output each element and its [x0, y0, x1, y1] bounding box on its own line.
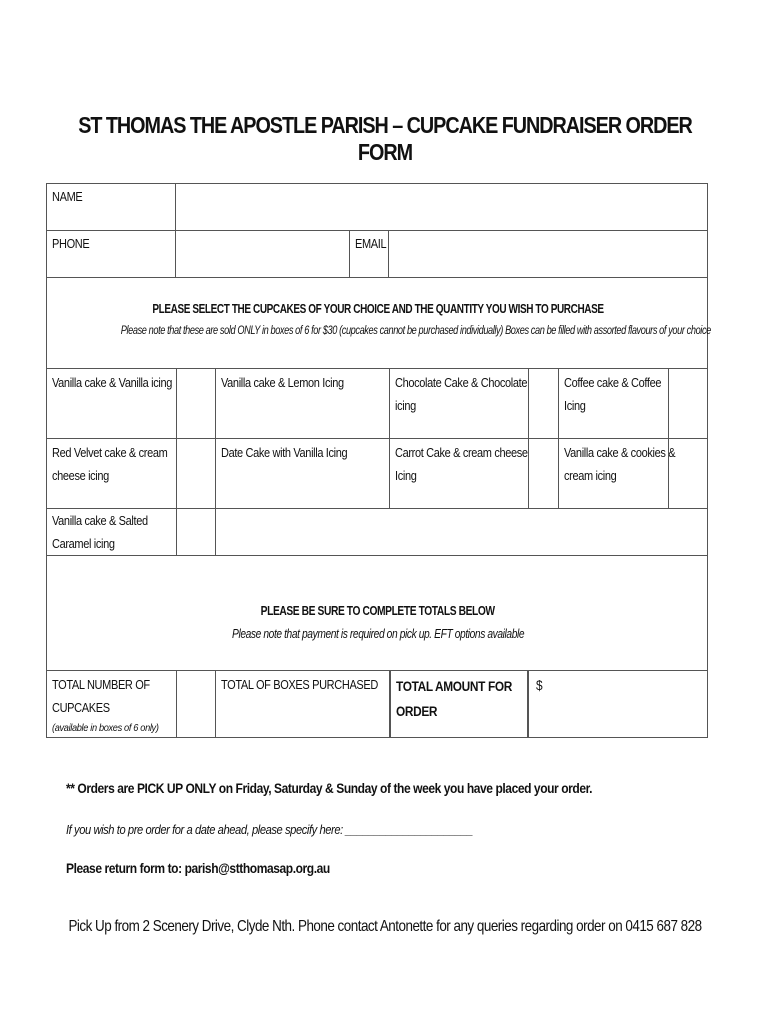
- flavour-label: Carrot Cake & cream cheese: [395, 446, 528, 460]
- flavour-cell: [46, 438, 177, 509]
- return-note: Please return form to: parish@stthomasap.org.au: [66, 860, 330, 876]
- total-boxes-label-cell: [215, 670, 390, 738]
- totals-note: Please note that payment is required on pick up. EFT options available: [231, 627, 525, 641]
- selection-note: Please note that these are sold ONLY in boxes of 6 for $30 (cupcakes cannot be purchased individually) Boxes can be filled with assorted flavours of your choice: [120, 325, 711, 337]
- total-boxes-label: TOTAL OF BOXES PURCHASED: [221, 678, 378, 692]
- quantity-input[interactable]: [528, 438, 559, 509]
- phone-label: PHONE: [52, 237, 90, 251]
- flavour-label-line2: cheese icing: [52, 469, 109, 483]
- total-cupcakes-label-cell: [46, 670, 177, 738]
- flavour-label: Vanilla cake & Lemon Icing: [221, 376, 344, 390]
- flavour-label: Red Velvet cake & cream: [52, 446, 168, 460]
- flavour-cell: [558, 368, 669, 439]
- flavour-label-line2: cream icing: [564, 469, 617, 483]
- flavour-cell: [46, 368, 177, 439]
- currency-symbol: $: [536, 678, 543, 693]
- flavour-label: Vanilla cake & Salted: [52, 514, 148, 528]
- flavour-label-line2: Icing: [395, 469, 417, 483]
- email-input-cell[interactable]: [388, 230, 708, 278]
- form-title: ST THOMAS THE APOSTLE PARISH – CUPCAKE FUNDRAISER ORDER FORM: [78, 112, 692, 165]
- selection-heading: PLEASE SELECT THE CUPCAKES OF YOUR CHOICE AND THE QUANTITY YOU WISH TO PURCHASE: [152, 302, 604, 316]
- flavour-label: Coffee cake & Coffee: [564, 376, 662, 390]
- name-label-cell: [46, 183, 176, 231]
- quantity-input[interactable]: [528, 368, 559, 439]
- total-cupcakes-label: TOTAL NUMBER OF: [52, 678, 150, 692]
- total-amount-label: TOTAL AMOUNT FOR: [396, 679, 513, 694]
- flavour-cell: [215, 438, 390, 509]
- total-amount-label-cell: [389, 670, 529, 738]
- quantity-input[interactable]: [176, 368, 216, 439]
- totals-header: [46, 555, 708, 671]
- email-label-cell: [349, 230, 389, 278]
- flavour-cell: [215, 368, 390, 439]
- footer-contact: Pick Up from 2 Scenery Drive, Clyde Nth. Phone contact Antonette for any queries regarding order on 0415 687 828: [68, 918, 702, 935]
- pickup-note: ** Orders are PICK UP ONLY on Friday, Saturday & Sunday of the week you have placed your order.: [66, 780, 593, 796]
- email-label: EMAIL: [355, 237, 387, 251]
- phone-input-cell[interactable]: [175, 230, 350, 278]
- totals-heading: PLEASE BE SURE TO COMPLETE TOTALS BELOW: [260, 604, 496, 618]
- flavour-label-line2: Caramel icing: [52, 537, 115, 551]
- total-cupcakes-note: (available in boxes of 6 only): [52, 722, 159, 734]
- name-label: NAME: [52, 190, 83, 204]
- name-input-cell[interactable]: [175, 183, 708, 231]
- empty-cell: [215, 508, 708, 556]
- quantity-input[interactable]: [668, 368, 708, 439]
- flavour-label: Chocolate Cake & Chocolate: [395, 376, 528, 390]
- flavour-label: Vanilla cake & cookies &: [564, 446, 676, 460]
- quantity-input[interactable]: [176, 508, 216, 556]
- quantity-input[interactable]: [668, 438, 708, 509]
- flavour-cell: [389, 438, 529, 509]
- total-amount-label-line2: ORDER: [396, 704, 438, 719]
- flavour-label-line2: Icing: [564, 399, 586, 413]
- flavour-cell: [46, 508, 177, 556]
- total-cupcakes-label-line2: CUPCAKES: [52, 701, 110, 715]
- selection-header: [46, 277, 711, 369]
- preorder-note: If you wish to pre order for a date ahead, please specify here: ______________________: [66, 822, 473, 837]
- flavour-label: Vanilla cake & Vanilla icing: [52, 376, 172, 390]
- total-cupcakes-input[interactable]: [176, 670, 216, 738]
- quantity-input[interactable]: [176, 438, 216, 509]
- flavour-cell: [558, 438, 676, 509]
- total-amount-input[interactable]: [528, 670, 708, 738]
- flavour-label: Date Cake with Vanilla Icing: [221, 446, 348, 460]
- flavour-label-line2: icing: [395, 399, 416, 413]
- phone-label-cell: [46, 230, 176, 278]
